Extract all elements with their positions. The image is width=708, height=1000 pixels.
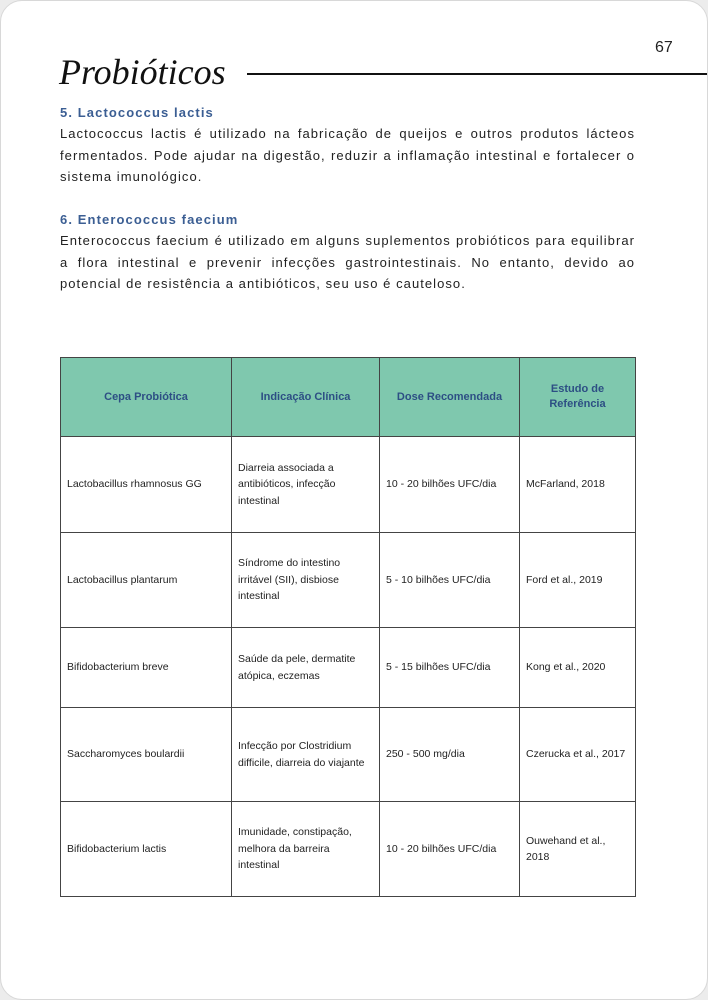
table-header-row bbox=[61, 358, 636, 437]
cell-strain: Lactobacillus rhamnosus GG bbox=[61, 437, 232, 533]
header-indication: Indicação Clínica bbox=[232, 358, 380, 437]
table-row bbox=[61, 628, 636, 708]
cell-strain: Bifidobacterium lactis bbox=[61, 802, 232, 897]
table-row bbox=[61, 533, 636, 628]
section-lactococcus-lactis bbox=[60, 105, 635, 188]
title-row bbox=[59, 49, 708, 99]
cell-dose: 5 - 10 bilhões UFC/dia bbox=[380, 533, 520, 628]
page-title: Probióticos bbox=[59, 52, 226, 92]
cell-reference: Ford et al., 2019 bbox=[520, 533, 636, 628]
probiotics-table bbox=[60, 357, 636, 897]
table-row bbox=[61, 802, 636, 897]
cell-dose: 250 - 500 mg/dia bbox=[380, 708, 520, 802]
cell-indication: Imunidade, constipação, melhora da barreira intestinal bbox=[232, 802, 380, 897]
cell-indication: Diarreia associada a antibióticos, infecção intestinal bbox=[232, 437, 380, 533]
cell-dose: 5 - 15 bilhões UFC/dia bbox=[380, 628, 520, 708]
cell-reference: Ouwehand et al., 2018 bbox=[520, 802, 636, 897]
cell-reference: Czerucka et al., 2017 bbox=[520, 708, 636, 802]
cell-indication: Síndrome do intestino irritável (SII), disbiose intestinal bbox=[232, 533, 380, 628]
cell-indication: Saúde da pele, dermatite atópica, eczemas bbox=[232, 628, 380, 708]
header-reference: Estudo de Referência bbox=[520, 358, 636, 437]
table-row bbox=[61, 437, 636, 533]
cell-reference: Kong et al., 2020 bbox=[520, 628, 636, 708]
header-dose: Dose Recomendada bbox=[380, 358, 520, 437]
section-heading: 5. Lactococcus lactis bbox=[60, 105, 214, 120]
section-heading: 6. Enterococcus faecium bbox=[60, 212, 239, 227]
table-row bbox=[61, 708, 636, 802]
cell-indication: Infecção por Clostridium difficile, diarreia do viajante bbox=[232, 708, 380, 802]
header-strain: Cepa Probiótica bbox=[61, 358, 232, 437]
page-number: 67 bbox=[655, 39, 673, 56]
cell-reference: McFarland, 2018 bbox=[520, 437, 636, 533]
cell-dose: 10 - 20 bilhões UFC/dia bbox=[380, 437, 520, 533]
cell-strain: Saccharomyces boulardii bbox=[61, 708, 232, 802]
section-body: Lactococcus lactis é utilizado na fabricação de queijos e outros produtos lácteos fermentados. Pode ajudar na digestão, reduzir a inflamação intestinal e fortalecer o sistema imunológico. bbox=[60, 126, 635, 184]
section-enterococcus-faecium bbox=[60, 212, 635, 295]
title-rule bbox=[247, 73, 708, 75]
cell-strain: Bifidobacterium breve bbox=[61, 628, 232, 708]
section-body: Enterococcus faecium é utilizado em alguns suplementos probióticos para equilibrar a flora intestinal e prevenir infecções gastrointestinais. No entanto, devido ao potencial de resistência a antibióticos, seu uso é cauteloso. bbox=[60, 233, 635, 291]
cell-strain: Lactobacillus plantarum bbox=[61, 533, 232, 628]
cell-dose: 10 - 20 bilhões UFC/dia bbox=[380, 802, 520, 897]
